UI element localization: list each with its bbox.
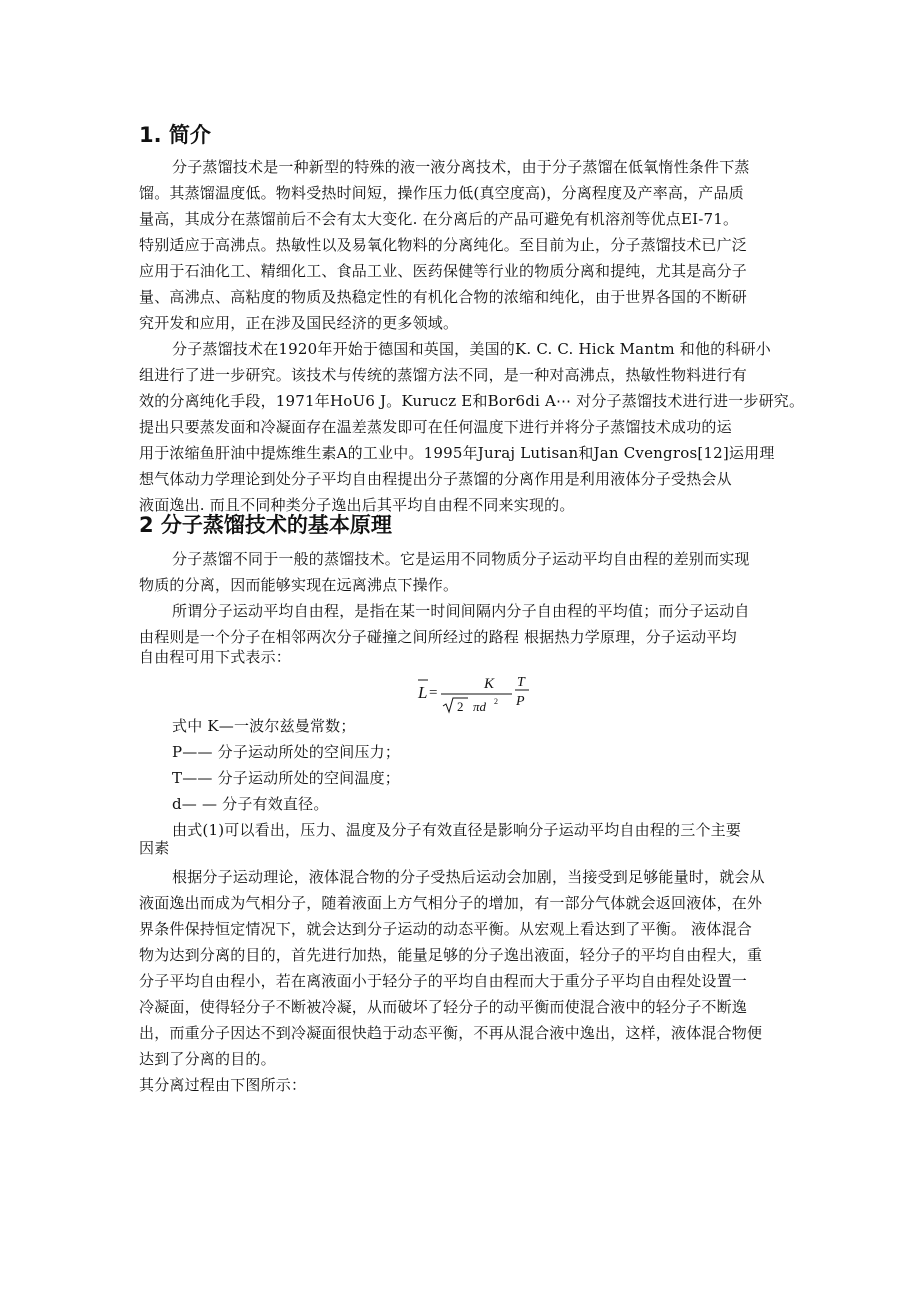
variable-definition: P—— 分子运动所处的空间压力； [172,743,401,761]
formula-lhs: L [418,683,428,702]
paragraph-line: 分子蒸馏不同于一般的蒸馏技术。它是运用不同物质分子运动平均自由程的差别而实现 [172,550,750,568]
paragraph-line: 效的分离纯化手段，1971年HoU6 J。Kurucz E和Bor6di A⋯ 对分子蒸馏技术进行进一步研究。 [139,392,805,410]
paragraph-line: 因素 [139,839,170,857]
paragraph-line: 组进行了进一步研究。该技术与传统的蒸馏方法不同，是一种对高沸点，热敏性物料进行有 [139,366,748,384]
paragraph-line: 馏。其蒸馏温度低。物料受热时间短，操作压力低(真空度高)，分离程度及产率高，产品质 [139,184,744,202]
paragraph-line: 用于浓缩鱼肝油中提炼维生素A的工业中。1995年Juraj Lutisan和Jan Cvengros[12]运用理 [139,444,775,462]
formula-pi-d: πd [473,699,487,714]
formula-sqrt-sign [443,698,468,712]
formula-T: T [517,675,525,690]
paragraph-line: 由程则是一个分子在相邻两次分子碰撞之间所经过的路程 根据热力学原理，分子运动平均 [139,628,737,646]
mean-free-path-formula [416,668,576,718]
paragraph-line: 想气体动力学理论到处分子平均自由程提出分子蒸馏的分离作用是利用液体分子受热会从 [139,470,732,488]
variable-definition: T—— 分子运动所处的空间温度； [172,769,400,787]
paragraph-line: 物为达到分离的目的，首先进行加热，能量足够的分子逸出液面，轻分子的平均自由程大，重 [139,946,763,964]
formula-sqrt-arg: 2 [457,699,464,714]
paragraph-line: 出，而重分子因达不到冷凝面很快趋于动态平衡，不再从混合液中逸出，这样，液体混合物便 [139,1024,763,1042]
formula-equals: = [429,685,438,701]
paragraph-line: 所谓分子运动平均自由程，是指在某一时间间隔内分子自由程的平均值；而分子运动自 [172,602,750,620]
formula-exponent: 2 [494,697,498,706]
formula-numerator: K [484,676,495,692]
paragraph-line: 由式(1)可以看出，压力、温度及分子有效直径是影响分子运动平均自由程的三个主要 [172,821,742,839]
paragraph-line: 其分离过程由下图所示： [139,1076,307,1094]
paragraph-line: 达到了分离的目的。 [139,1050,276,1068]
paragraph-line: 分子蒸馏技术在1920年开始于德国和英国，美国的K. C. C. Hick Mantm 和他的科研小 [172,340,771,358]
paragraph-line: 分子平均自由程小，若在离液面小于轻分子的平均自由程而大于重分子平均自由程处设置一 [139,972,748,990]
paragraph-line: 特别适应于高沸点。热敏性以及易氧化物料的分离纯化。至目前为止，分子蒸馏技术已广泛 [139,236,748,254]
formula-P: P [516,694,525,709]
paragraph-line: 究开发和应用，正在涉及国民经济的更多领域。 [139,314,459,332]
paragraph-line: 自由程可用下式表示： [139,648,292,666]
variable-definition: d— — 分子有效直径。 [172,795,329,813]
paragraph-line: 物质的分离，因而能够实现在远离沸点下操作。 [139,576,459,594]
section-2-heading: 2 分子蒸馏技术的基本原理 [139,513,392,537]
paragraph-line: 冷凝面，使得轻分子不断被冷凝，从而破坏了轻分子的动平衡而使混合液中的轻分子不断逸 [139,998,748,1016]
paragraph-line: 根据分子运动理论，液体混合物的分子受热后运动会加剧，当接受到足够能量时，就会从 [172,868,765,886]
paragraph-line: 应用于石油化工、精细化工、食品工业、医药保健等行业的物质分离和提纯，尤其是高分子 [139,262,748,280]
paragraph-line: 液面逸出. 而且不同种类分子逸出后其平均自由程不同来实现的。 [139,496,575,514]
paragraph-line: 界条件保持恒定情况下，就会达到分子运动的动态平衡。从宏观上看达到了平衡。 液体混合 [139,920,752,938]
variable-definition: 式中 K—一波尔兹曼常数； [172,717,356,735]
paragraph-line: 量、高沸点、高粘度的物质及热稳定性的有机化合物的浓缩和纯化，由于世界各国的不断研 [139,288,748,306]
paragraph-line: 分子蒸馏技术是一种新型的特殊的液一液分离技术，由于分子蒸馏在低氧惰性条件下蒸 [172,158,750,176]
paragraph-line: 液面逸出而成为气相分子，随着液面上方气相分子的增加，有一部分气体就会返回液体，在外 [139,894,763,912]
section-1-heading: 1. 简介 [139,123,211,147]
paragraph-line: 提出只要蒸发面和冷凝面存在温差蒸发即可在任何温度下进行并将分子蒸馏技术成功的运 [139,418,732,436]
paragraph-line: 量高，其成分在蒸馏前后不会有太大变化. 在分离后的产品可避免有机溶剂等优点EI-71。 [139,210,739,228]
